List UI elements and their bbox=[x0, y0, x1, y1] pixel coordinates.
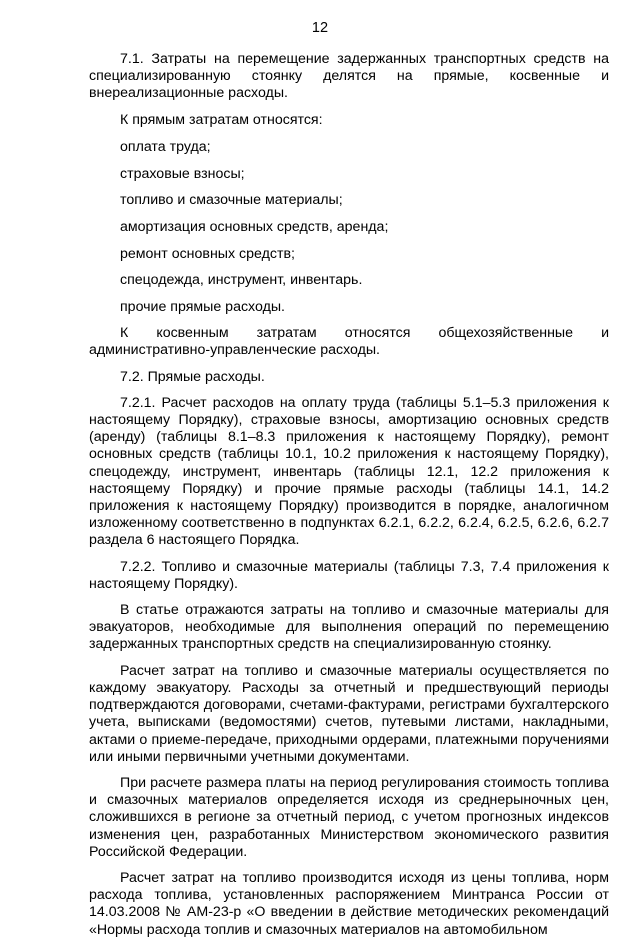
paragraph-fuel-norms: Расчет затрат на топливо производится исходя из цены топлива, норм расхода топлива, установленных распоряжением Минтранса России от 14.03.2008 № АМ-23-р «О введении в действие методических рекомендаций «Нормы расхода топлив и смазочных материалов на автомобильном bbox=[89, 869, 609, 938]
document-body bbox=[89, 51, 609, 939]
paragraph-fuel-calculation: Расчет затрат на топливо и смазочные материалы осуществляется по каждому эвакуатору. Расходы за отчетный и предшествующий периоды подтверждаются договорами, счетами-фактурами, регистрами бухгалтерского учета, выписками (ведомостями) счетов, путевыми листами, накладными, актами о приеме-передаче, приходными ордерами, платежными поручениями или иными первичными учетными документами. bbox=[89, 662, 609, 765]
paragraph-7-2-1: 7.2.1. Расчет расходов на оплату труда (таблицы 5.1–5.3 приложения к настоящему Порядку), страховые взносы, амортизацию основных средств (аренду) (таблицы 8.1–8.3 приложения к настоящему Порядку), ремонт основных средств (таблицы 10.1, 10.2 приложения к настоящему Порядку), спецодежду, инструмент, инвентарь (таблицы 12.1, 12.2 приложения к настоящему Порядку) и прочие прямые расходы (таблицы 14.1, 14.2 приложения к настоящему Порядку) производится в порядке, аналогичном изложенному соответственно в подпунктах 6.2.1, 6.2.2, 6.2.4, 6.2.5, 6.2.6, 6.2.7 раздела 6 настоящего Порядка. bbox=[89, 394, 609, 549]
list-item: прочие прямые расходы. bbox=[120, 299, 285, 316]
list-item: оплата труда; bbox=[120, 138, 211, 155]
paragraph-7-1: 7.1. Затраты на перемещение задержанных транспортных средств на специализированную стоянку делятся на прямые, косвенные и внереализационные расходы. bbox=[89, 51, 609, 102]
direct-costs-heading: К прямым затратам относятся: bbox=[120, 112, 323, 129]
list-item: амортизация основных средств, аренда; bbox=[120, 218, 389, 235]
list-item: спецодежда, инструмент, инвентарь. bbox=[120, 272, 363, 289]
list-item: страховые взносы; bbox=[120, 165, 245, 182]
paragraph-fuel-pricing: При расчете размера платы на период регулирования стоимость топлива и смазочных материалов определяется исходя из среднерыночных цен, сложившихся в регионе за отчетный период, с учетом прогнозных индексов изменения цен, разработанных Министерством экономического развития Российской Федерации. bbox=[89, 774, 609, 860]
paragraph-fuel-article: В статье отражаются затраты на топливо и смазочные материалы для эвакуаторов, необходимые для выполнения операций по перемещению задержанных транспортных средств на специализированную стоянку. bbox=[89, 602, 609, 653]
paragraph-7-2-2: 7.2.2. Топливо и смазочные материалы (таблицы 7.3, 7.4 приложения к настоящему Порядку). bbox=[89, 558, 609, 592]
page-number: 12 bbox=[311, 20, 329, 36]
section-7-2-heading: 7.2. Прямые расходы. bbox=[120, 368, 265, 385]
list-item: ремонт основных средств; bbox=[120, 245, 295, 262]
indirect-costs-paragraph: К косвенным затратам относятся общехозяйственные и административно-управленческие расходы. bbox=[89, 325, 609, 359]
list-item: топливо и смазочные материалы; bbox=[120, 192, 343, 209]
